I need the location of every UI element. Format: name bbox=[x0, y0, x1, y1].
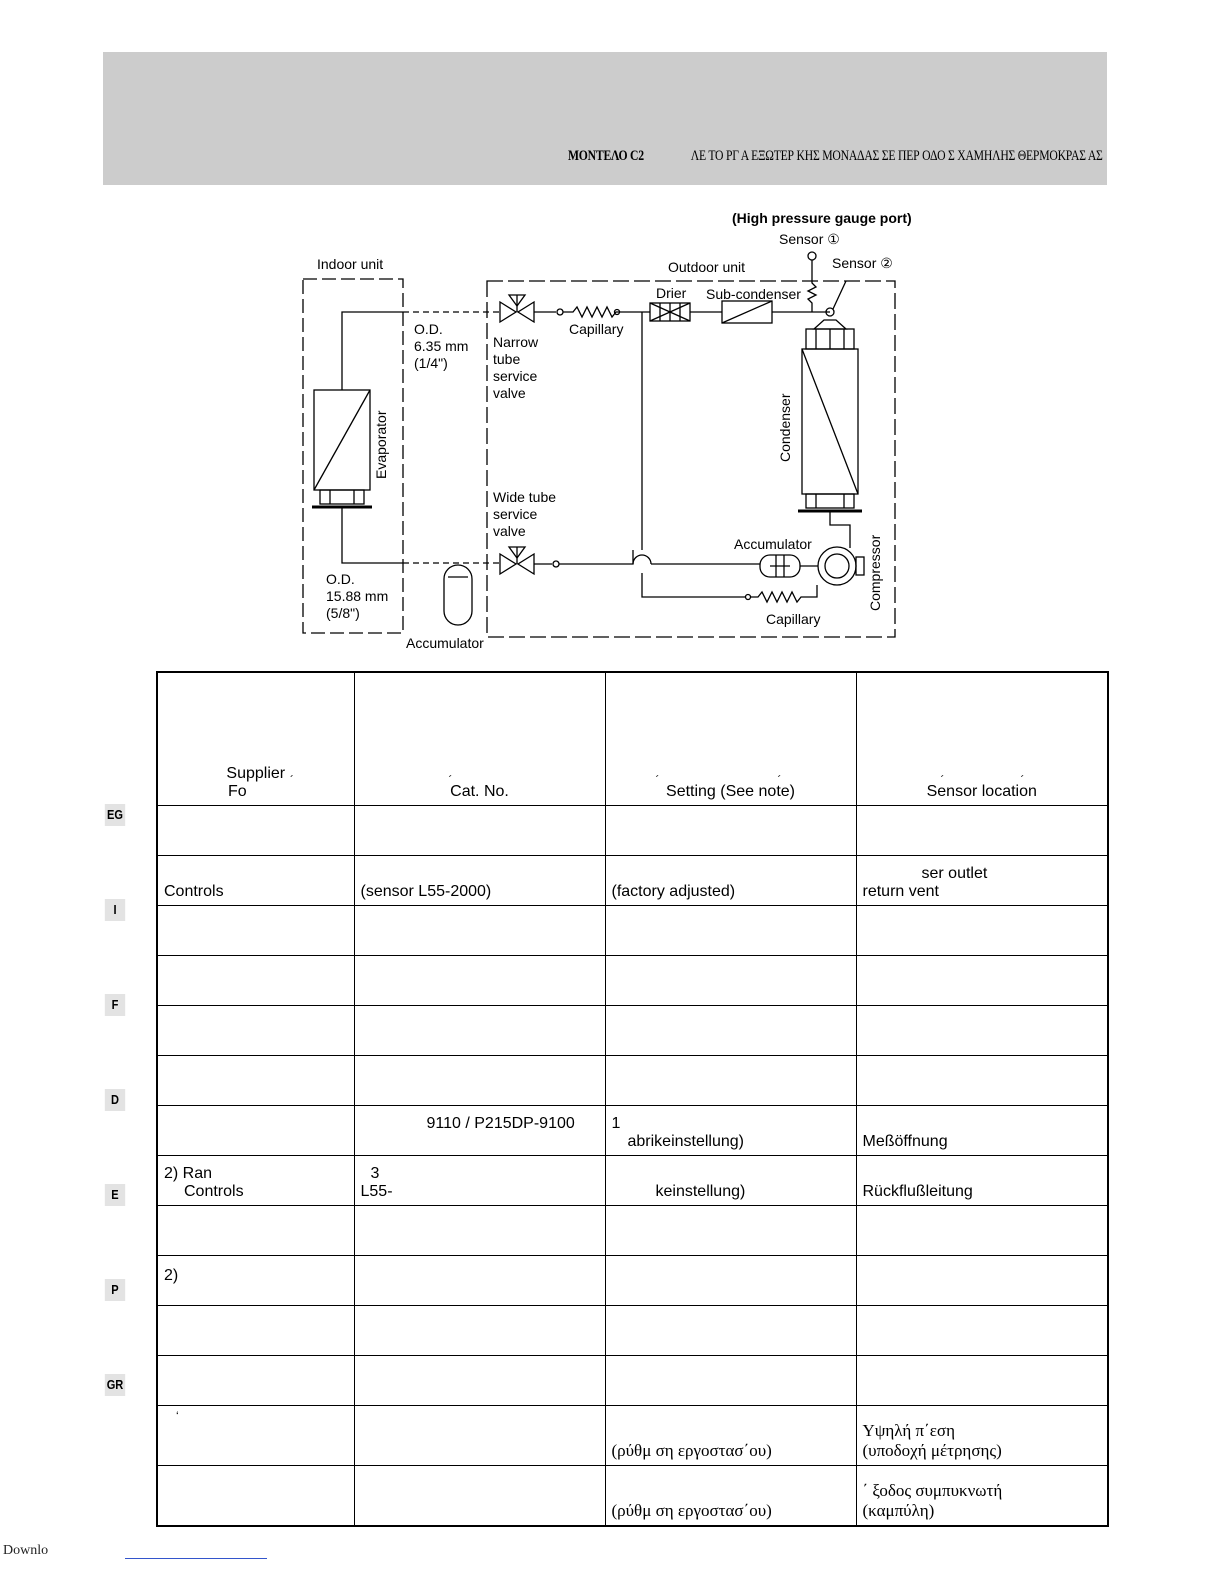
table-row: 2) bbox=[157, 1256, 1108, 1306]
label-narrow-valve-1: Narrow bbox=[493, 334, 539, 350]
lang-tab-gr: GR bbox=[105, 1374, 125, 1396]
table-row: Controls (sensor L55-2000) (factory adjusted) ser outlet return vent bbox=[157, 856, 1108, 906]
label-capillary-bottom: Capillary bbox=[766, 611, 821, 627]
header-setting: Setting (See note) ´ ´ bbox=[605, 672, 856, 806]
label-outdoor-unit: Outdoor unit bbox=[668, 259, 746, 275]
table-row: 2) Ran Controls 3 L55- keinstellung) Rückflußleitung bbox=[157, 1156, 1108, 1206]
lang-tab-i: I bbox=[105, 899, 125, 921]
table-row bbox=[157, 1356, 1108, 1406]
table-row bbox=[157, 1056, 1108, 1106]
table-row bbox=[157, 906, 1108, 956]
label-capillary-top: Capillary bbox=[569, 321, 624, 337]
table-row bbox=[157, 806, 1108, 856]
label-accumulator-outdoor: Accumulator bbox=[734, 536, 812, 552]
table-row bbox=[157, 1206, 1108, 1256]
label-od-wide-1: O.D. bbox=[326, 571, 355, 587]
label-od-narrow-3: (1/4") bbox=[414, 355, 448, 371]
label-od-wide-2: 15.88 mm bbox=[326, 588, 389, 604]
table-row bbox=[157, 1306, 1108, 1356]
header-supplier: Supplier Fo ´ bbox=[157, 672, 354, 806]
lang-tab-f: F bbox=[105, 994, 125, 1016]
lang-tab-eg: EG bbox=[105, 804, 125, 826]
table-row: (ρύθμ ση εργοστασ΄ου) ΄ ξοδος συμπυκνωτή (καμπύλη) bbox=[157, 1466, 1108, 1527]
label-condenser: Condenser bbox=[777, 393, 793, 462]
banner-title: ΜΟΝΤΕΛΟ C2 ΛΕ ΤΟ ΡΓ Α ΕΞΩΤΕΡ ΚΗΣ ΜΟΝΑΔΑΣ ΣΕ ΠΕΡ ΟΔΟ Σ ΧΑΜΗΛΗΣ ΘΕΡΜΟΚΡΑΣ ΑΣ bbox=[568, 148, 1103, 164]
header-banner bbox=[103, 52, 1107, 185]
label-wide-valve-3: valve bbox=[493, 523, 526, 539]
refrigerant-circuit-diagram bbox=[290, 205, 930, 660]
table-row bbox=[157, 956, 1108, 1006]
table-row bbox=[157, 1006, 1108, 1056]
footer-link[interactable] bbox=[125, 1558, 267, 1559]
label-accumulator-indoor: Accumulator bbox=[406, 635, 484, 651]
label-od-narrow-1: O.D. bbox=[414, 321, 443, 337]
label-wide-valve-2: service bbox=[493, 506, 538, 522]
label-compressor: Compressor bbox=[867, 534, 883, 611]
label-wide-valve-1: Wide tube bbox=[493, 489, 557, 505]
lang-tab-d: D bbox=[105, 1089, 125, 1111]
lang-tab-p: P bbox=[105, 1279, 125, 1301]
label-drier: Drier bbox=[656, 285, 687, 301]
lang-tab-e: E bbox=[105, 1184, 125, 1206]
label-narrow-valve-2: tube bbox=[493, 351, 521, 367]
table-row: 9110 / P215DP-9100 1 abrikeinstellung) Meßöffnung bbox=[157, 1106, 1108, 1156]
header-sensor-location: Sensor location ´ ´ bbox=[856, 672, 1108, 806]
table-row: ‘ (ρύθμ ση εργοστασ΄ου) Υψηλή π΄εση (υποδοχή μέτρησης) bbox=[157, 1406, 1108, 1466]
label-evaporator: Evaporator bbox=[373, 410, 389, 479]
label-high-pressure-port: (High pressure gauge port) bbox=[732, 210, 912, 226]
label-indoor-unit: Indoor unit bbox=[317, 256, 384, 272]
label-narrow-valve-3: service bbox=[493, 368, 538, 384]
label-sub-condenser: Sub-condenser bbox=[706, 286, 801, 302]
table-header-row bbox=[157, 672, 1108, 806]
label-od-narrow-2: 6.35 mm bbox=[414, 338, 469, 354]
label-narrow-valve-4: valve bbox=[493, 385, 526, 401]
label-sensor-1: Sensor ① bbox=[779, 231, 840, 247]
sensor-spec-table bbox=[156, 671, 1109, 1527]
header-cat-no: Cat. No. ´ bbox=[354, 672, 605, 806]
diagram-labels bbox=[317, 210, 912, 651]
label-od-wide-3: (5/8") bbox=[326, 605, 360, 621]
label-sensor-2: Sensor ② bbox=[832, 255, 893, 271]
footer-text: Downlo bbox=[3, 1543, 49, 1558]
